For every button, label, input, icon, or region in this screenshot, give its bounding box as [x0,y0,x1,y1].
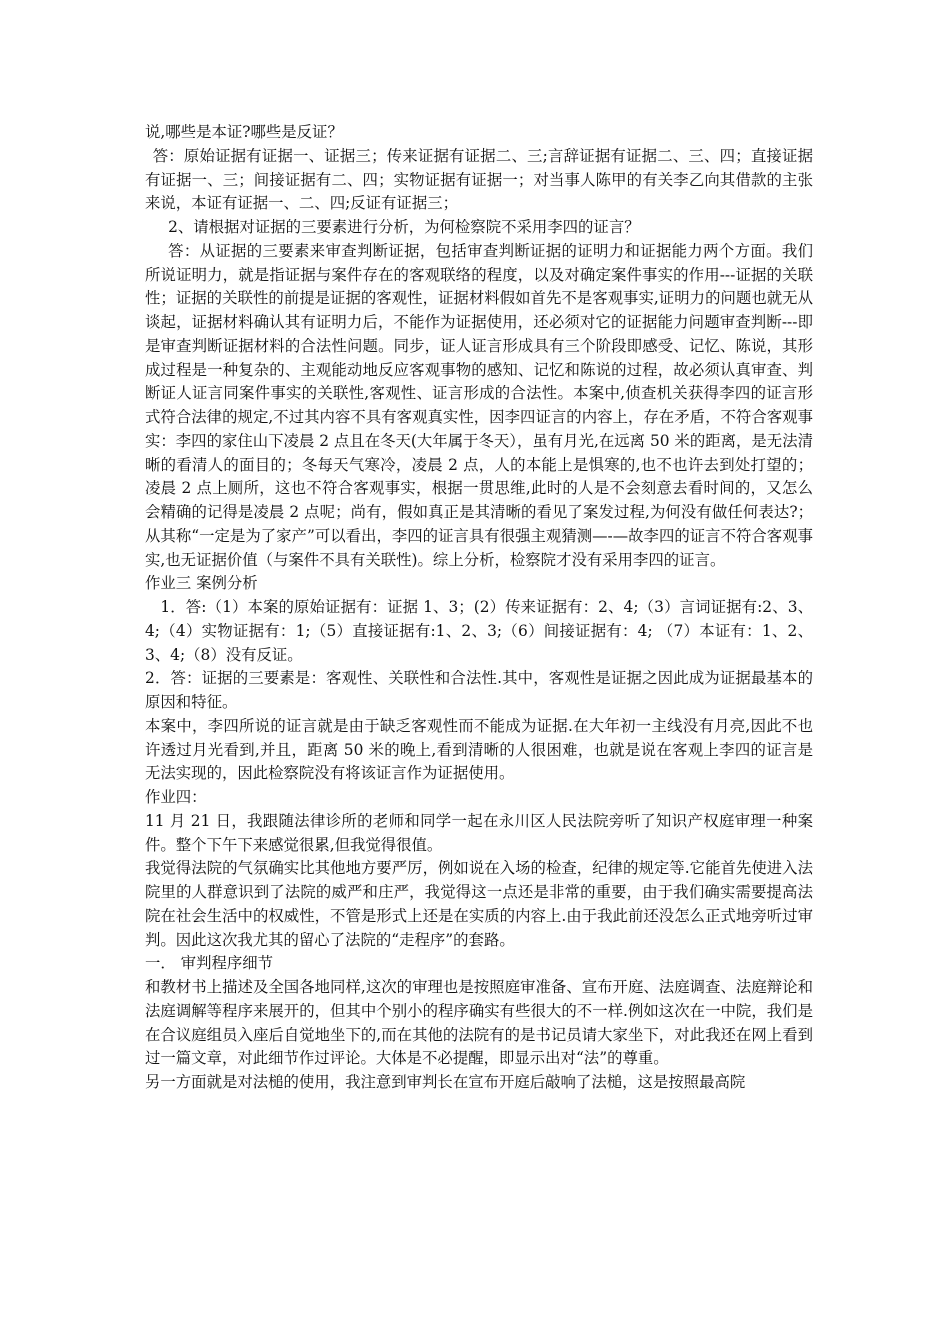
paragraph: 2．答：证据的三要素是：客观性、关联性和合法性.其中，客观性是证据之因此成为证据最基本的原因和特征。 [145,669,813,711]
paragraph: 我觉得法院的气氛确实比其他地方要严厉，例如说在入场的检查，纪律的规定等.它能首先使进入法院里的人群意识到了法院的威严和庄严，我觉得这一点还是非常的重要，由于我们确实需要提高法院在社会生活中的权威性，不管是形式上还是在实质的内容上.由于我此前还没怎么正式地旁听过审判。因此这次我尤其的留心了法院的“走程序”的套路。 [145,859,813,949]
section-heading: 作业三 案例分析 [145,574,258,593]
paragraph: 说,哪些是本证?哪些是反证？ [145,123,343,141]
paragraph: 本案中，李四所说的证言就是由于缺乏客观性而不能成为证据.在大年初一主线没有月亮,因此不也许透过月光看到,并且，距离 50 米的晚上,看到清晰的人很困难，也就是说在客观上李四的证言是无法实现的，因此检察院没有将该证言作为证据使用。 [145,716,813,783]
paragraph: 和教材书上描述及全国各地同样,这次的审理也是按照庭审准备、宣布开庭、法庭调查、法庭辩论和法庭调解等程序来展开的，但其中个别小的程序确实有些很大的不一样.例如这次在一中院，我们是在合议庭组员入座后自觉地坐下的,而在其他的法院有的是书记员请大家坐下，对此我还在网上看到过一篇文章，对此细节作过评论。大体是不必提醒，即显示出对“法”的尊重。 [145,978,813,1068]
paragraph: 1．答:（1）本案的原始证据有：证据 1、3；(2）传来证据有：2、4;（3）言词证据有:2、3、4;（4）实物证据有：1;（5）直接证据有:1、2、3;（6）间接证据有：4; （7）本证有：1、2、3、4;（8）没有反证。 [145,598,813,664]
section-heading: 一． 审判程序细节 [145,954,274,973]
paragraph: 另一方面就是对法槌的使用，我注意到审判长在宣布开庭后敲响了法槌，这是按照最高院 [145,1073,746,1091]
paragraph: 2、请根据对证据的三要素进行分析，为何检察院不采用李四的证言？ [168,218,640,236]
document-body [145,121,813,1095]
paragraph: 11 月 21 日，我跟随法律诊所的老师和同学一起在永川区人民法院旁听了知识产权庭审理一种案件。整个下午下来感觉很累,但我觉得很值。 [145,811,813,854]
section-heading: 作业四： [145,788,207,806]
paragraph: 答：从证据的三要素来审查判断证据，包括审查判断证据的证明力和证据能力两个方面。我们所说证明力，就是指证据与案件存在的客观联络的程度，以及对确定案件事实的作用---证据的关联性；证据的关联性的前提是证据的客观性，证据材料假如首先不是客观事实,证明力的问题也就无从谈起，证据材料确认其有证明力后，不能作为证据使用，还必须对它的证据能力问题审查判断---即是审查判断证据材料的合法性问题。同步，证人证言形成具有三个阶段即感受、记忆、陈说，其形成过程是一种复杂的、主观能动地反应客观事物的感知、记忆和陈说的过程，故必须认真审查、判断证人证言同案件事实的关联性,客观性、证言形成的合法性。本案中,侦查机关获得李四的证言形式符合法律的规定,不过其内容不具有客观真实性，因李四证言的内容上，存在矛盾，不符合客观事实：李四的家住山下凌晨 2 点且在冬天(大年属于冬天），虽有月光,在远离 50 米的距离，是无法清晰的看清人的面目的；冬每天气寒冷，凌晨 2 点，人的本能上是惧寒的,也不也许去到处打望的；凌晨 2 点上厕所，这也不符合客观事实，根据一贯思维,此时的人是不会刻意去看时间的，又怎么会精确的记得是凌晨 2 点呢；尚有，假如真正是其清晰的看见了案发过程,为何没有做任何表达?；从其称“一定是为了家产”可以看出，李四的证言具有很强主观猜测—-—故李四的证言不符合客观事实,也无证据价值（与案件不具有关联性)。综上分析，检察院才没有采用李四的证言。 [145,241,813,569]
paragraph: 答：原始证据有证据一、证据三；传来证据有证据二、三;言辞证据有证据二、三、四；直接证据有证据一、三；间接证据有二、四；实物证据有证据一；对当事人陈甲的有关李乙向其借款的主张来说，本证有证据一、二、四;反证有证据三； [145,146,813,213]
